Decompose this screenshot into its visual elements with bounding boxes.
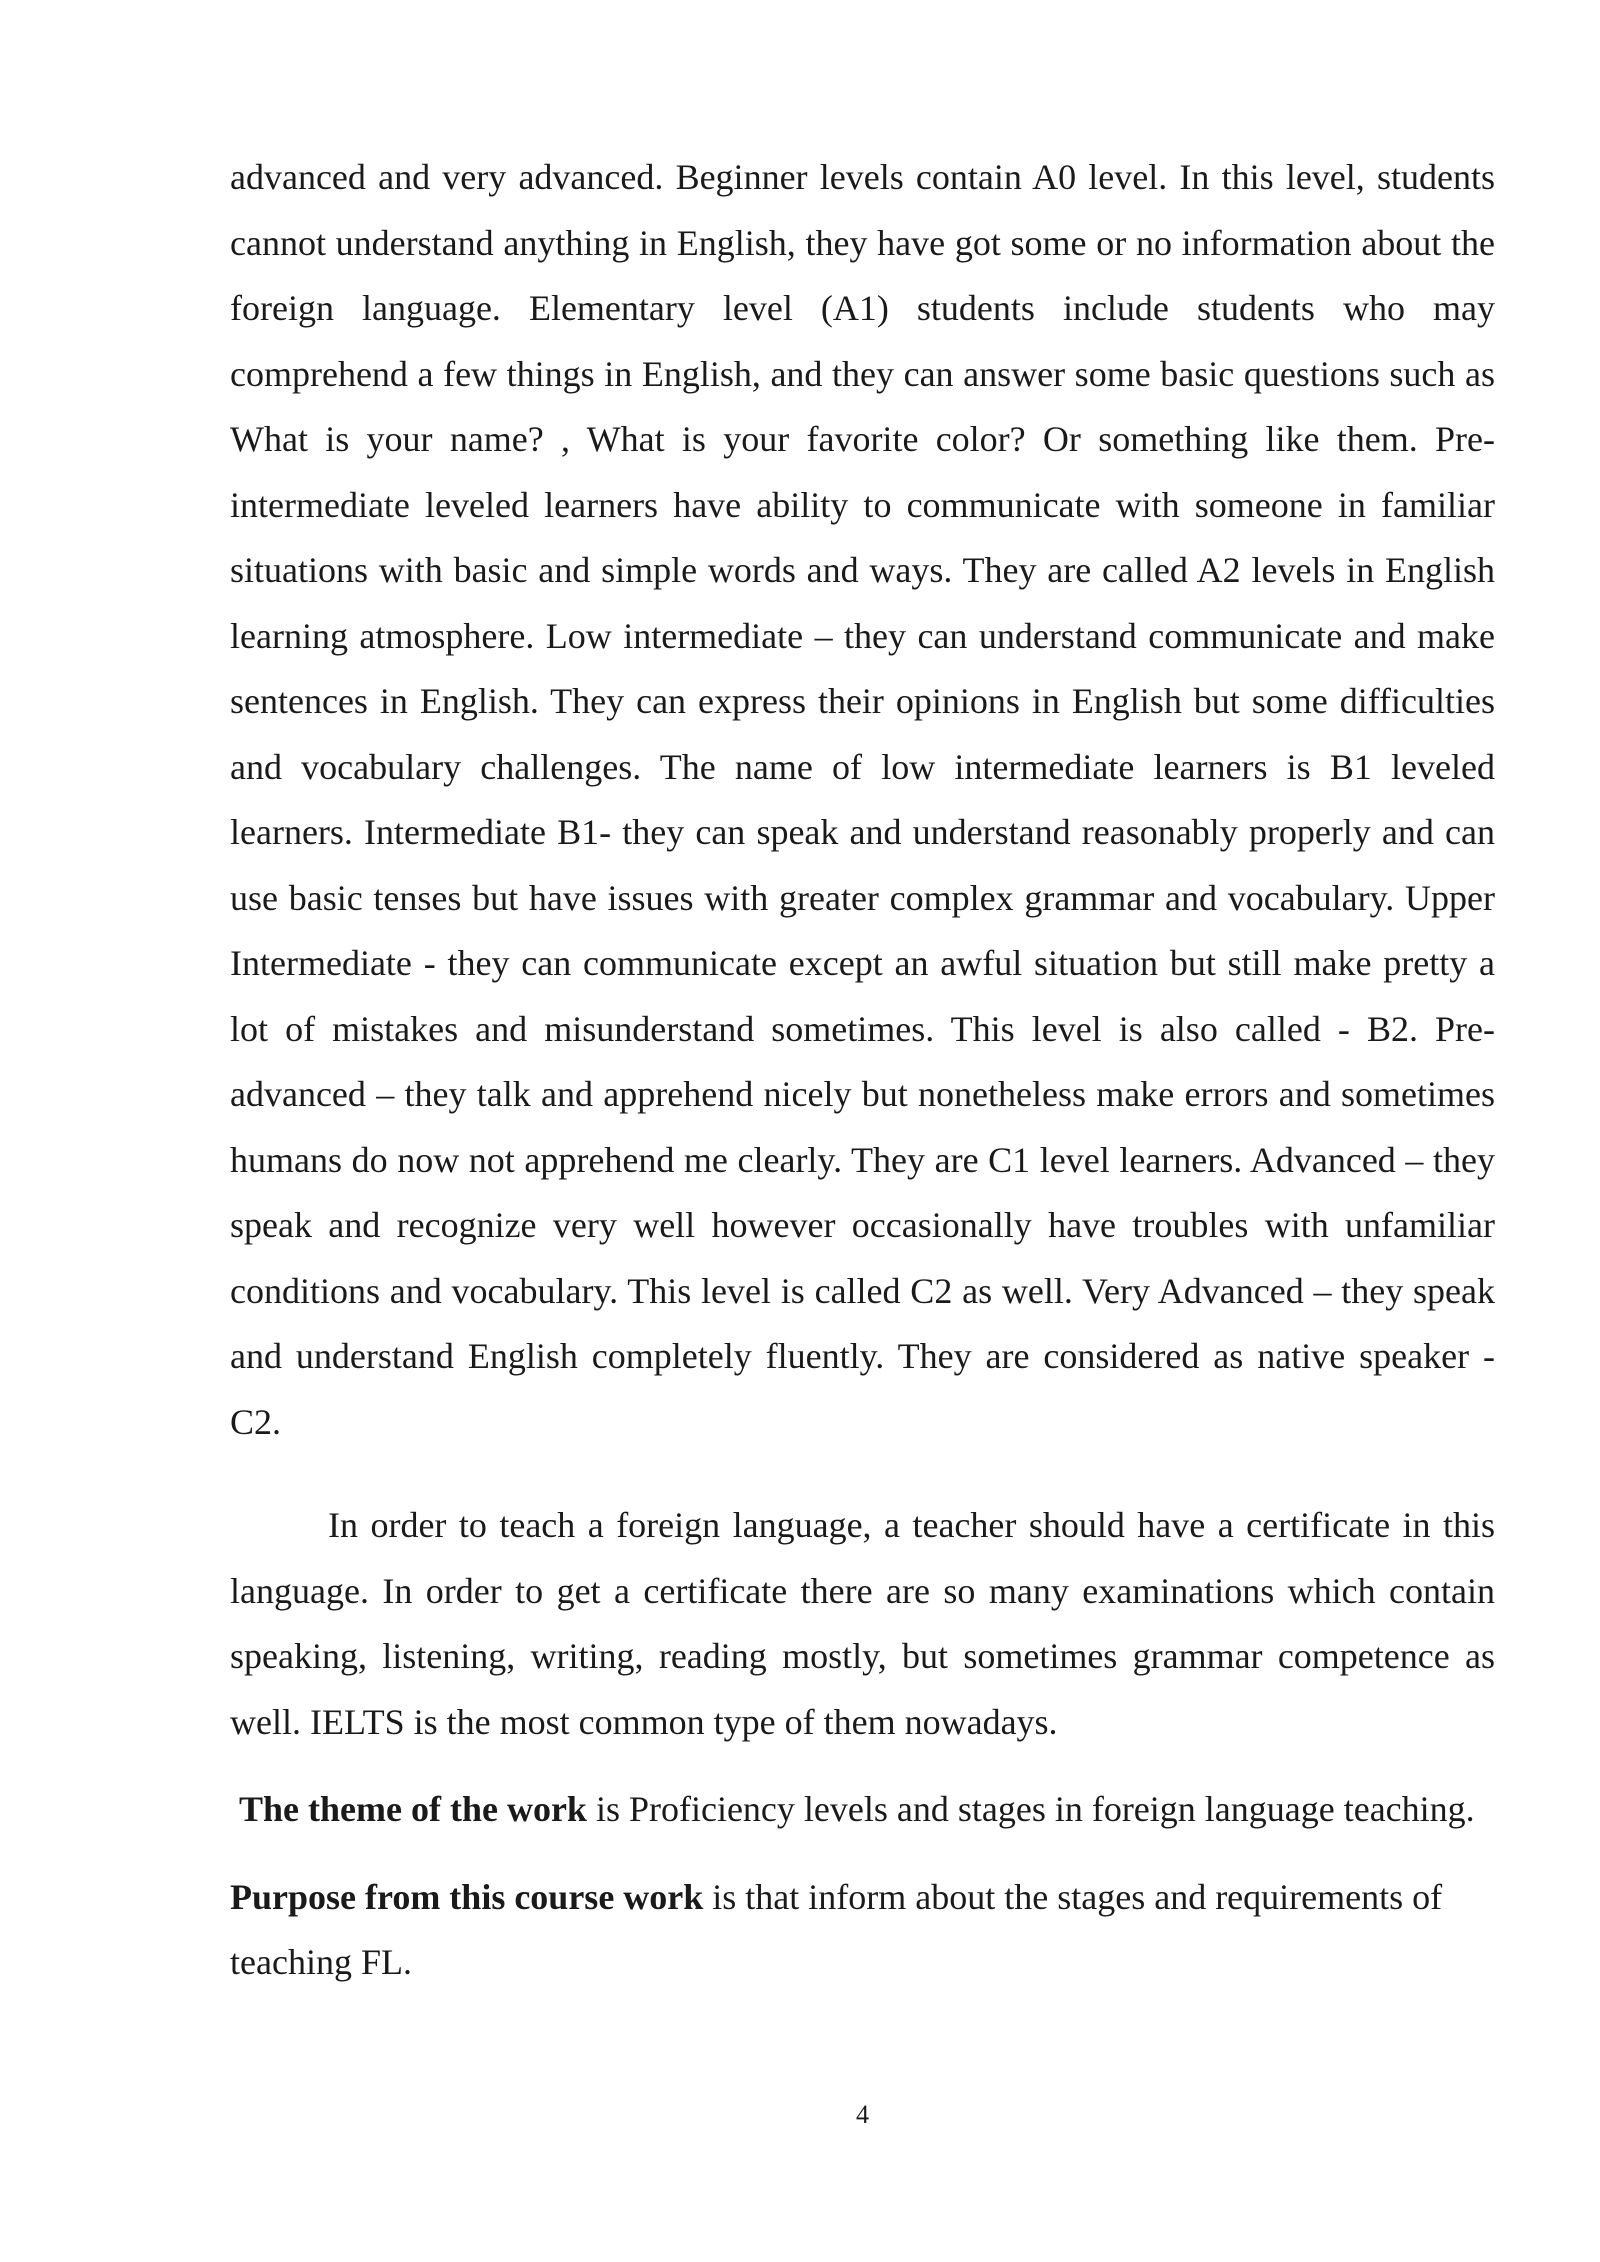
theme-paragraph (230, 1777, 1495, 1843)
body-paragraph-certificate: In order to teach a foreign language, a teacher should have a certificate in this language. In order to get a certificate there are so many examinations which contain speaking, listening, writing, reading mostly, but sometimes grammar competence as well. IELTS is the most common type of them nowadays. (230, 1505, 1495, 1742)
document-page (230, 145, 1495, 1996)
purpose-paragraph (230, 1865, 1495, 1996)
body-paragraph-levels: advanced and very advanced. Beginner levels contain A0 level. In this level, students cannot understand anything in English, they have got some or no information about the foreign language. Elementary level (A1) students include students who may comprehend a few things in English, and they can answer some basic questions such as What is your name? , What is your favorite color? Or something like them. Pre-intermediate leveled learners have ability to communicate with someone in familiar situations with basic and simple words and ways. They are called A2 levels in English learning atmosphere. Low intermediate – they can understand communicate and make sentences in English. They can express their opinions in English but some difficulties and vocabulary challenges. The name of low intermediate learners is B1 leveled learners. Intermediate B1- they can speak and understand reasonably properly and can use basic tenses but have issues with greater complex grammar and vocabulary. Upper Intermediate - they can communicate except an awful situation but still make pretty a lot of mistakes and misunderstand sometimes. This level is also called - B2. Pre-advanced – they talk and apprehend nicely but nonetheless make errors and sometimes humans do now not apprehend me clearly. They are C1 level learners. Advanced – they speak and recognize very well however occasionally have troubles with unfamiliar conditions and vocabulary. This level is called C2 as well. Very Advanced – they speak and understand English completely fluently. They are considered as native speaker - C2. (230, 157, 1495, 1442)
theme-text: is Proficiency levels and stages in foreign language teaching. (586, 1789, 1475, 1829)
theme-label: The theme of the work (239, 1789, 587, 1829)
purpose-label: Purpose from this course work (230, 1876, 704, 1917)
page-number: 4 (856, 2100, 869, 2129)
purpose-text: is that inform about the stages and requirements of teaching FL. (230, 1876, 1443, 1982)
